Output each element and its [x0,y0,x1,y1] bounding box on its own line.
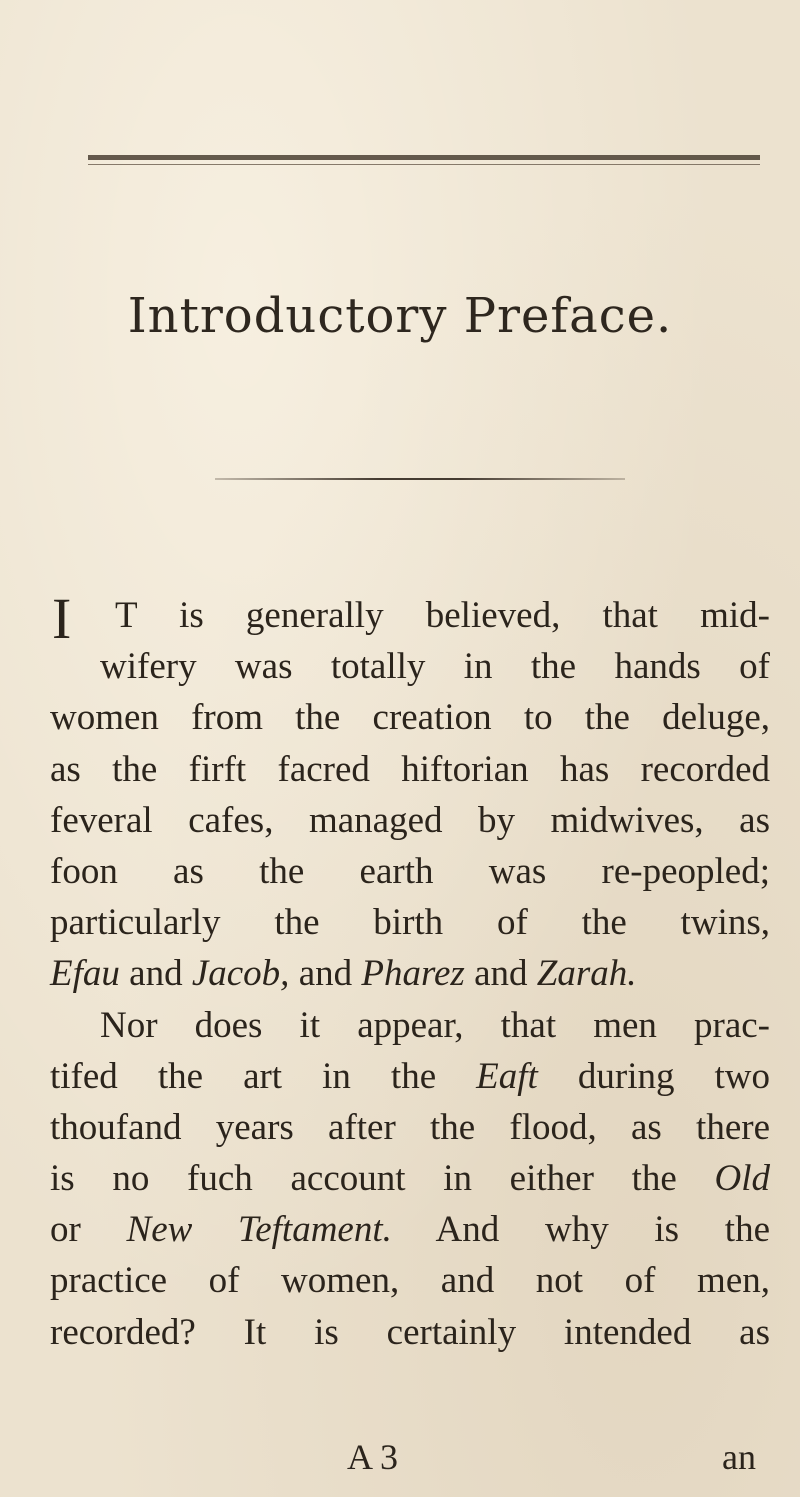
title-divider-rule [215,478,625,480]
page-title: Introductory Preface. [127,288,673,344]
word-old: Old [714,1158,770,1200]
text-line-5: feveral cafes, managed by midwives, as [50,799,770,841]
phrase-new-testament: New Teftament. [126,1209,392,1251]
word-east: Eaft [476,1055,538,1097]
name-jacob: Jacob, [191,953,290,995]
text-line-7: particularly the birth of the twins, [50,902,770,944]
text-line-14: practice of women, and not of men, [50,1260,770,1302]
text-line-13: or New Teftament. And why is the [50,1209,770,1251]
text-line-8: Efau and Jacob, and Pharez and Zarah. [50,953,637,995]
top-thin-rule [88,164,760,165]
text-line-9: Nor does it appear, that men prac- [100,1004,770,1046]
text-line-3: women from the creation to the deluge, [50,697,770,739]
name-pharez: Pharez [361,953,465,995]
drop-cap: I [52,586,72,651]
name-zarah: Zarah. [536,953,637,995]
text-line-4: as the firft facred hiftorian has recorded [50,748,770,790]
text-line-11: thoufand years after the flood, as there [50,1106,770,1148]
signature-mark: A 3 [347,1437,399,1477]
name-esau: Efau [50,953,120,995]
text-line-6: foon as the earth was re-peopled; [50,850,770,892]
text-line-2: wifery was totally in the hands of [100,646,770,688]
top-thick-rule [88,155,760,160]
text-line-15: recorded? It is certainly intended as [50,1311,770,1353]
body-text [50,586,771,1358]
text-line-10: tifed the art in the Eaft during two [50,1055,771,1097]
catchword: an [722,1437,756,1477]
text-line-1: T is generally believed, that mid- [115,595,770,636]
text-line-12: is no fuch account in either the Old [50,1158,770,1200]
